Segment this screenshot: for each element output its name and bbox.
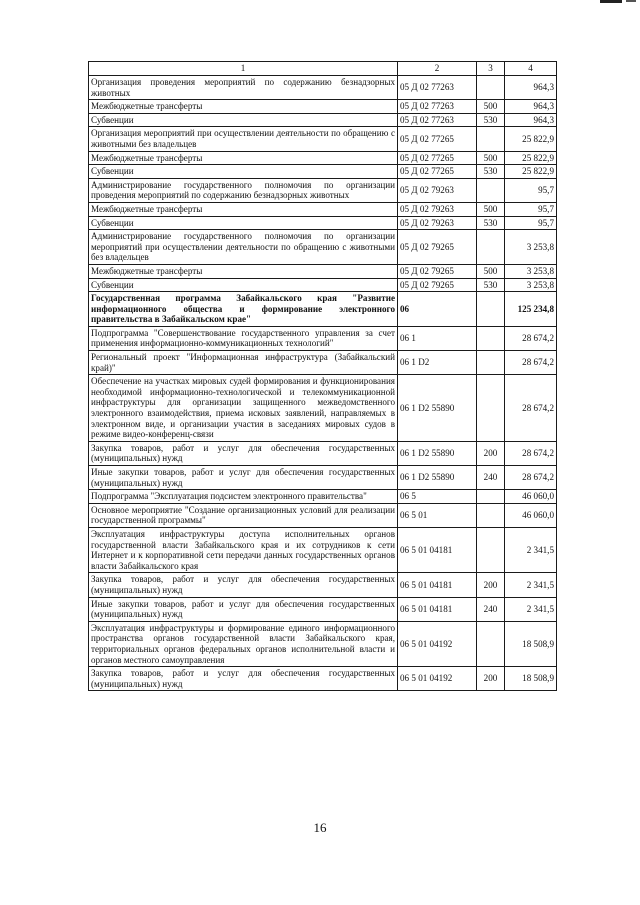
row-code-cell: 05 Д 02 77263 xyxy=(398,100,477,114)
table-row xyxy=(89,202,557,216)
row-expense-type-cell: 530 xyxy=(477,216,505,230)
table-row xyxy=(89,278,557,292)
row-expense-type-cell: 200 xyxy=(477,573,505,597)
table-row xyxy=(89,375,557,442)
row-name-cell: Иные закупки товаров, работ и услуг для обеспечения государственных (муниципальных) нужд xyxy=(89,466,398,490)
row-expense-type-cell: 240 xyxy=(477,466,505,490)
row-expense-type-cell xyxy=(477,76,505,100)
row-code-cell: 05 Д 02 79263 xyxy=(398,216,477,230)
row-code-cell: 06 5 01 04192 xyxy=(398,621,477,666)
row-amount-cell: 25 822,9 xyxy=(505,151,557,165)
row-amount-cell: 25 822,9 xyxy=(505,127,557,151)
row-amount-cell: 28 674,2 xyxy=(505,326,557,350)
row-expense-type-cell: 530 xyxy=(477,165,505,179)
row-expense-type-cell xyxy=(477,375,505,442)
row-amount-cell: 2 341,5 xyxy=(505,527,557,572)
table-row xyxy=(89,466,557,490)
row-expense-type-cell: 500 xyxy=(477,151,505,165)
row-code-cell: 06 5 01 xyxy=(398,503,477,527)
row-code-cell: 06 1 D2 xyxy=(398,351,477,375)
row-code-cell: 05 Д 02 77265 xyxy=(398,127,477,151)
row-name-cell: Основное мероприятие "Создание организационных условий для реализации государственной программы" xyxy=(89,503,398,527)
row-expense-type-cell: 500 xyxy=(477,264,505,278)
row-amount-cell: 28 674,2 xyxy=(505,466,557,490)
table-row xyxy=(89,165,557,179)
header-col-2: 2 xyxy=(398,62,477,76)
row-amount-cell: 3 253,8 xyxy=(505,230,557,265)
table-row xyxy=(89,230,557,265)
table-row xyxy=(89,178,557,202)
row-expense-type-cell xyxy=(477,490,505,504)
row-name-cell: Эксплуатация инфраструктуры и формирование единого информационного пространства органов государственной власти Забайкальского края, территориальных органов федеральных органов исполнительной власти и органов местного самоуправления xyxy=(89,621,398,666)
table-row xyxy=(89,441,557,465)
table-row xyxy=(89,292,557,327)
row-code-cell: 06 xyxy=(398,292,477,327)
budget-table xyxy=(88,61,557,691)
scan-artifact xyxy=(600,0,622,3)
table-row xyxy=(89,216,557,230)
row-code-cell: 06 5 01 04181 xyxy=(398,573,477,597)
scan-artifact xyxy=(626,0,636,2)
row-name-cell: Региональный проект "Информационная инфраструктура (Забайкальский край)" xyxy=(89,351,398,375)
table-row xyxy=(89,113,557,127)
row-expense-type-cell: 500 xyxy=(477,100,505,114)
row-code-cell: 05 Д 02 79265 xyxy=(398,278,477,292)
row-expense-type-cell xyxy=(477,230,505,265)
row-name-cell: Администрирование государственного полномочия по организации мероприятий при осуществлении деятельности по обращению с животными без владельцев xyxy=(89,230,398,265)
row-name-cell: Подпрограмма "Эксплуатация подсистем электронного правительства" xyxy=(89,490,398,504)
row-amount-cell: 28 674,2 xyxy=(505,375,557,442)
row-expense-type-cell xyxy=(477,127,505,151)
table-row xyxy=(89,527,557,572)
row-amount-cell: 25 822,9 xyxy=(505,165,557,179)
row-name-cell: Эксплуатация инфраструктуры доступа исполнительных органов государственной власти Забайкальского края и их сотрудников к сети Интернет и к корпоративной сети передачи данных государственных органов власти Забайкальского края xyxy=(89,527,398,572)
table-row xyxy=(89,76,557,100)
table-row xyxy=(89,127,557,151)
row-name-cell: Организация проведения мероприятий по содержанию безнадзорных животных xyxy=(89,76,398,100)
row-code-cell: 05 Д 02 79263 xyxy=(398,178,477,202)
row-name-cell: Обеспечение на участках мировых судей формирования и функционирования необходимой информационно-технологической и телекоммуникационной инфраструктуры для организации защищенного межведомственного электронного взаимодействия, приема исковых заявлений, направляемых в электронном виде, и организации участия в заседаниях мировых судов в режиме видео-конференц-связи xyxy=(89,375,398,442)
row-name-cell: Закупка товаров, работ и услуг для обеспечения государственных (муниципальных) нужд xyxy=(89,573,398,597)
row-expense-type-cell xyxy=(477,326,505,350)
row-amount-cell: 125 234,8 xyxy=(505,292,557,327)
row-expense-type-cell xyxy=(477,178,505,202)
row-expense-type-cell: 240 xyxy=(477,597,505,621)
row-name-cell: Межбюджетные трансферты xyxy=(89,151,398,165)
row-expense-type-cell xyxy=(477,621,505,666)
row-name-cell: Субвенции xyxy=(89,278,398,292)
header-col-4: 4 xyxy=(505,62,557,76)
row-code-cell: 05 Д 02 79265 xyxy=(398,264,477,278)
row-name-cell: Субвенции xyxy=(89,216,398,230)
row-code-cell: 05 Д 02 77263 xyxy=(398,113,477,127)
row-expense-type-cell xyxy=(477,527,505,572)
row-code-cell: 06 1 xyxy=(398,326,477,350)
table-row xyxy=(89,621,557,666)
table-header-row xyxy=(89,62,557,76)
table-row xyxy=(89,597,557,621)
row-code-cell: 06 1 D2 55890 xyxy=(398,466,477,490)
row-amount-cell: 3 253,8 xyxy=(505,278,557,292)
row-name-cell: Закупка товаров, работ и услуг для обеспечения государственных (муниципальных) нужд xyxy=(89,441,398,465)
row-amount-cell: 964,3 xyxy=(505,100,557,114)
table-row xyxy=(89,100,557,114)
table-row xyxy=(89,351,557,375)
row-expense-type-cell: 530 xyxy=(477,113,505,127)
row-expense-type-cell xyxy=(477,503,505,527)
page-number: 16 xyxy=(313,820,327,835)
row-code-cell: 05 Д 02 77265 xyxy=(398,165,477,179)
row-name-cell: Подпрограмма "Совершенствование государственного управления за счет применения информационно-коммуникационных технологий" xyxy=(89,326,398,350)
row-code-cell: 06 5 01 04181 xyxy=(398,527,477,572)
row-code-cell: 06 1 D2 55890 xyxy=(398,375,477,442)
row-amount-cell: 18 508,9 xyxy=(505,621,557,666)
row-code-cell: 05 Д 02 77265 xyxy=(398,151,477,165)
row-expense-type-cell xyxy=(477,292,505,327)
row-amount-cell: 46 060,0 xyxy=(505,503,557,527)
row-expense-type-cell: 500 xyxy=(477,202,505,216)
header-col-3: 3 xyxy=(477,62,505,76)
table-row xyxy=(89,503,557,527)
row-amount-cell: 95,7 xyxy=(505,202,557,216)
table-row xyxy=(89,326,557,350)
row-amount-cell: 2 341,5 xyxy=(505,597,557,621)
row-name-cell: Субвенции xyxy=(89,165,398,179)
row-name-cell: Межбюджетные трансферты xyxy=(89,202,398,216)
row-name-cell: Государственная программа Забайкальского края "Развитие информационного общества и формирование электронного правительства в Забайкальском крае" xyxy=(89,292,398,327)
row-code-cell: 06 5 01 04192 xyxy=(398,667,477,691)
row-expense-type-cell xyxy=(477,351,505,375)
header-col-1: 1 xyxy=(89,62,398,76)
row-code-cell: 06 5 xyxy=(398,490,477,504)
row-expense-type-cell: 530 xyxy=(477,278,505,292)
row-code-cell: 06 5 01 04181 xyxy=(398,597,477,621)
row-code-cell: 05 Д 02 79263 xyxy=(398,202,477,216)
row-name-cell: Межбюджетные трансферты xyxy=(89,100,398,114)
row-amount-cell: 3 253,8 xyxy=(505,264,557,278)
row-amount-cell: 2 341,5 xyxy=(505,573,557,597)
table-row xyxy=(89,573,557,597)
row-amount-cell: 28 674,2 xyxy=(505,441,557,465)
row-code-cell: 05 Д 02 77263 xyxy=(398,76,477,100)
row-code-cell: 05 Д 02 79265 xyxy=(398,230,477,265)
row-name-cell: Субвенции xyxy=(89,113,398,127)
row-expense-type-cell: 200 xyxy=(477,667,505,691)
row-amount-cell: 95,7 xyxy=(505,216,557,230)
row-amount-cell: 28 674,2 xyxy=(505,351,557,375)
row-name-cell: Межбюджетные трансферты xyxy=(89,264,398,278)
row-amount-cell: 964,3 xyxy=(505,113,557,127)
row-code-cell: 06 1 D2 55890 xyxy=(398,441,477,465)
row-amount-cell: 46 060,0 xyxy=(505,490,557,504)
table-row xyxy=(89,667,557,691)
row-amount-cell: 95,7 xyxy=(505,178,557,202)
row-amount-cell: 18 508,9 xyxy=(505,667,557,691)
row-name-cell: Организация мероприятий при осуществлении деятельности по обращению с животными без владельцев xyxy=(89,127,398,151)
row-name-cell: Закупка товаров, работ и услуг для обеспечения государственных (муниципальных) нужд xyxy=(89,667,398,691)
row-amount-cell: 964,3 xyxy=(505,76,557,100)
table-row xyxy=(89,264,557,278)
table-row xyxy=(89,151,557,165)
row-expense-type-cell: 200 xyxy=(477,441,505,465)
table-row xyxy=(89,490,557,504)
row-name-cell: Администрирование государственного полномочия по организации проведения мероприятий по содержанию безнадзорных животных xyxy=(89,178,398,202)
row-name-cell: Иные закупки товаров, работ и услуг для обеспечения государственных (муниципальных) нужд xyxy=(89,597,398,621)
